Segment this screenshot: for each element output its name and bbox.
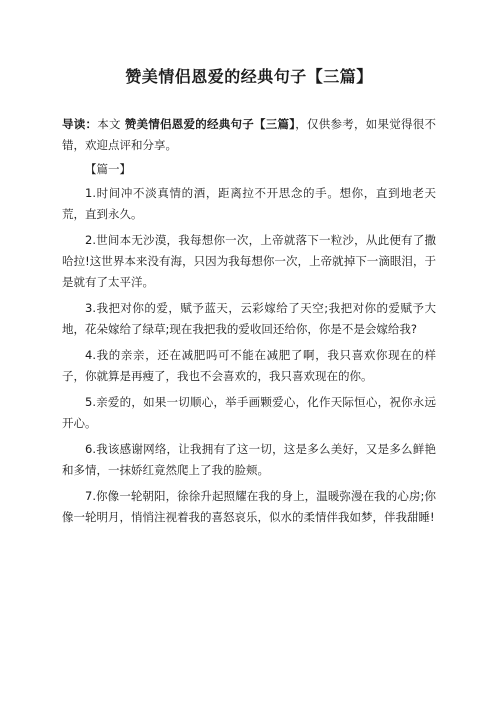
document-title: 赞美情侣恩爱的经典句子【三篇】 xyxy=(125,67,373,86)
intro-rest: ，仅供参考，如果觉得很不错，欢迎点评和分享。 xyxy=(62,117,437,152)
intro-label: 导读： xyxy=(62,117,98,131)
intro-paragraph xyxy=(62,114,436,156)
section-heading: 【篇一】 xyxy=(85,162,131,176)
paragraph-5: 5.亲爱的，如果一切顺心，举手画颗爱心，化作天际恒心，祝你永远开心。 xyxy=(62,395,436,430)
paragraph-3: 3.我把对你的爱，赋予蓝天，云彩嫁给了天空;我把对你的爱赋予大地，花朵嫁给了绿草;现在我把我的爱收回还给你，你是不是会嫁给我? xyxy=(62,301,436,336)
intro-prefix: 本文 xyxy=(97,117,125,131)
paragraph-4: 4.我的亲亲，还在减肥吗可不能在减肥了啊，我只喜欢你现在的样子，你就算是再瘦了，我也不会喜欢的，我只喜欢现在的你。 xyxy=(62,348,436,383)
paragraph-6: 6.我该感谢网络，让我拥有了这一切，这是多么美好，又是多么鲜艳和多情，一抹娇红竟然爬上了我的脸颊。 xyxy=(62,442,436,477)
intro-bold-title: 赞美情侣恩爱的经典句子【三篇】 xyxy=(124,117,296,131)
paragraph-1: 1.时间冲不淡真情的酒，距离拉不开思念的手。想你，直到地老天荒，直到永久。 xyxy=(62,186,436,221)
paragraph-7: 7.你像一轮朝阳，徐徐升起照耀在我的身上，温暖弥漫在我的心房;你像一轮明月，悄悄注视着我的喜怒哀乐，似水的柔情伴我如梦，伴我甜睡! xyxy=(62,489,436,524)
paragraph-2: 2.世间本无沙漠，我每想你一次，上帝就落下一粒沙，从此便有了撒哈拉!这世界本来没有海，只因为我每想你一次，上帝就掉下一滴眼泪，于是就有了太平洋。 xyxy=(62,233,436,289)
